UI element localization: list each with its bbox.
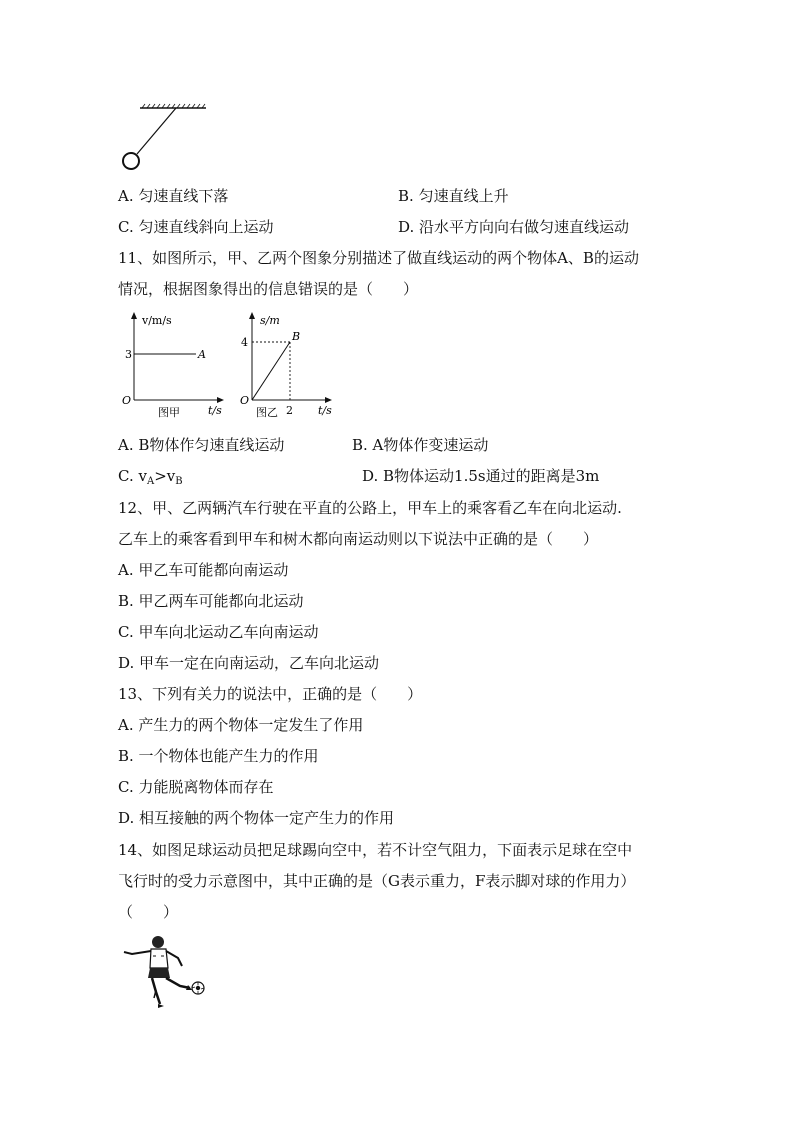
- graph-jia-caption: 图甲: [158, 406, 180, 419]
- graph-yi-origin: O: [240, 394, 250, 407]
- q10-option-c: C. 匀速直线斜向上运动: [118, 218, 274, 236]
- q13-option-c: C. 力能脱离物体而存在: [118, 778, 274, 796]
- graph-jia-ytick: 3: [125, 348, 132, 361]
- q12-option-b: B. 甲乙两车可能都向北运动: [118, 592, 304, 610]
- graph-yi: [232, 310, 342, 420]
- q13-option-b: B. 一个物体也能产生力的作用: [118, 747, 319, 765]
- q12-stem-line1: 12、甲、乙两辆汽车行驶在平直的公路上，甲车上的乘客看乙车在向北运动.: [118, 499, 622, 517]
- q14-stem-line1: 14、如图足球运动员把足球踢向空中，若不计空气阻力，下面表示足球在空中: [118, 841, 633, 859]
- q11-stem-line1: 11、如图所示，甲、乙两个图象分别描述了做直线运动的两个物体A、B的运动: [118, 249, 639, 267]
- graph-jia-origin: O: [122, 394, 132, 407]
- q10-option-b: B. 匀速直线上升: [398, 187, 509, 205]
- graph-yi-ylabel: s/m: [260, 314, 280, 327]
- graph-yi-ytick: 4: [241, 336, 248, 349]
- q11-option-a: A. B物体作匀速直线运动: [118, 436, 285, 454]
- q14-stem-line3: （ ）: [118, 903, 179, 921]
- q11-option-c: C. $v_A>v_B$: [118, 467, 183, 487]
- graph-yi-xtick: 2: [286, 404, 293, 417]
- q10-option-d: D. 沿水平方向向右做匀速直线运动: [398, 218, 630, 236]
- graph-jia-series-label: A: [198, 348, 206, 361]
- q12-option-d: D. 甲车一定在向南运动，乙车向北运动: [118, 654, 380, 672]
- graph-yi-series-label: B: [292, 330, 301, 343]
- q11-option-d: D. B物体运动1.5s通过的距离是3m: [362, 467, 600, 485]
- graph-jia-ylabel: v/m/s: [142, 314, 172, 327]
- q10-option-a: A. 匀速直线下落: [118, 187, 229, 205]
- graph-yi-caption: 图乙: [256, 406, 278, 419]
- q12-option-c: C. 甲车向北运动乙车向南运动: [118, 623, 319, 641]
- q14-stem-line2: 飞行时的受力示意图中，其中正确的是（G表示重力，F表示脚对球的作用力）: [118, 872, 636, 890]
- q11-option-b: B. A物体作变速运动: [352, 436, 489, 454]
- graph-jia: [118, 310, 228, 420]
- football-player-figure: [118, 932, 218, 1010]
- graph-yi-xlabel: t/s: [318, 404, 332, 417]
- q13-option-d: D. 相互接触的两个物体一定产生力的作用: [118, 809, 395, 827]
- graph-jia-xlabel: t/s: [208, 404, 222, 417]
- pendulum-figure: [118, 100, 218, 175]
- q13-stem: 13、下列有关力的说法中，正确的是（ ）: [118, 685, 423, 703]
- q13-option-a: A. 产生力的两个物体一定发生了作用: [118, 716, 364, 734]
- q12-stem-line2: 乙车上的乘客看到甲车和树木都向南运动则以下说法中正确的是（ ）: [118, 530, 599, 548]
- q12-option-a: A. 甲乙车可能都向南运动: [118, 561, 289, 579]
- q11-stem-line2: 情况，根据图象得出的信息错误的是（ ）: [118, 280, 419, 298]
